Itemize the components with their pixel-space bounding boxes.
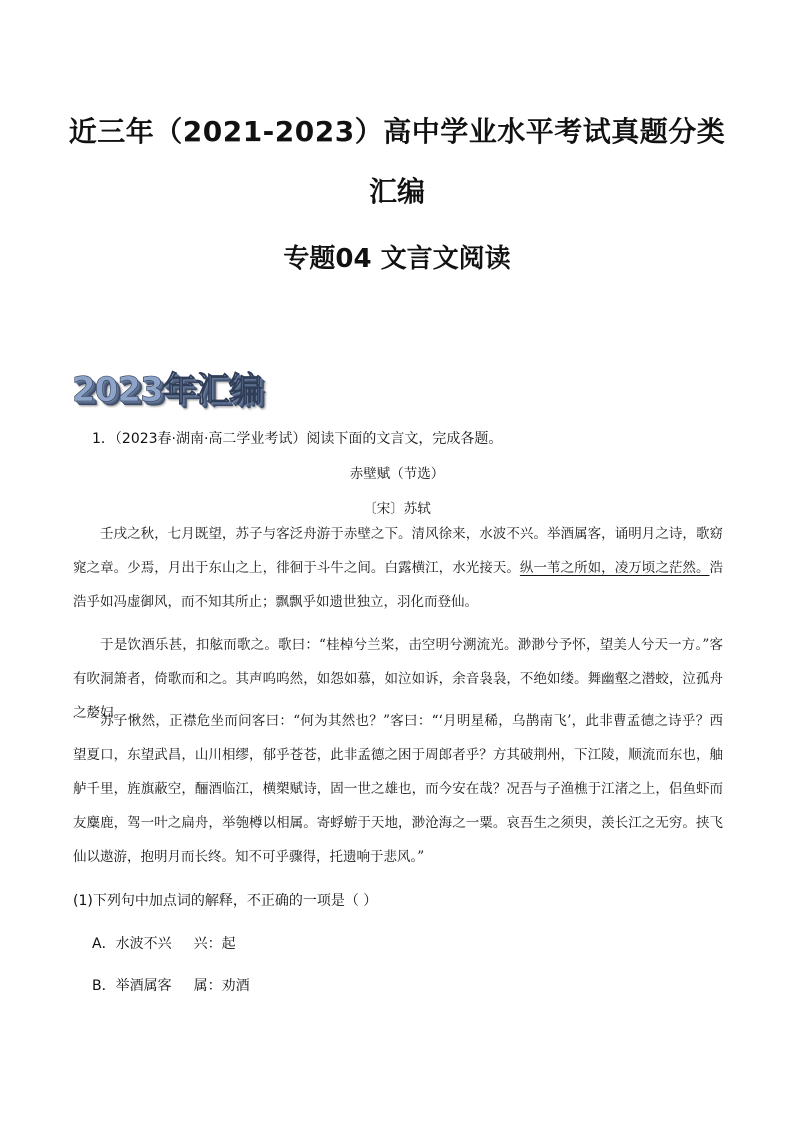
passage-paragraph-3 [73,704,723,874]
paragraph-text: 壬戌之秋，七月既望，苏子与客泛舟游于赤壁之下。清风徐来，水波不兴。举酒属客，诵明月之诗，歌窈窕之章。少焉，月出于东山之上，徘徊于斗牛之间。白露横江，水光接天。 [73,526,723,576]
option-explanation: 兴：起 [193,936,236,952]
answer-option-b[interactable] [92,975,250,995]
passage-paragraph-1 [73,517,723,619]
option-label: B．举酒属客 [92,978,172,994]
paragraph-text: 苏子愀然，正襟危坐而问客曰：“何为其然也？”客曰：“‘月明星稀，乌鹊南飞’，此非曹孟德之诗乎？西望夏口，东望武昌，山川相缪，郁乎苍苍，此非孟德之困于周郎者乎？方其破荆州，下江陵，顺流而东也，舳舻千里，旌旗蔽空，酾酒临江，横槊赋诗，固一世之雄也，而今安在哉？况吾与子渔樵于江渚之上，侣鱼虾而友麋鹿，驾一叶之扁舟，举匏樽以相属。寄蜉蝣于天地，渺沧海之一粟。哀吾生之须臾，羡长江之无穷。挟飞仙以遨游，抱明月而长终。知不可乎骤得，托遗响于悲风。” [73,713,723,865]
paragraph-text: 浩浩乎如冯虚御风，而不知其所止；飘飘乎如遗世独立，羽化而登仙。 [73,560,724,610]
option-label: A．水波不兴 [92,936,172,952]
document-title-line2: 汇编 [368,175,425,208]
passage-author: 〔宋〕苏轼 [363,501,431,517]
year-section-banner: 2023年汇编 [72,370,262,410]
sub-question-1: (1)下列句中加点词的解释，不正确的一项是（ ） [73,893,378,909]
passage-title: 赤壁赋（节选） [349,466,445,482]
answer-option-a[interactable] [92,933,236,953]
document-title-line1: 近三年（2021-2023）高中学业水平考试真题分类 [68,115,726,148]
paragraph-text: 于是饮酒乐甚，扣舷而歌之。歌曰：“桂棹兮兰桨，击空明兮溯流光。渺渺兮予怀，望美人兮天一方。”客有吹洞箫者，倚歌而和之。其声呜呜然，如怨如慕，如泣如诉，余音袅袅，不绝如缕。舞幽壑之潜蛟，泣孤舟之嫠妇。 [73,637,723,721]
underlined-sentence: 纵一苇之所如，凌万顷之茫然。 [519,560,710,576]
option-explanation: 属：劝酒 [193,978,250,994]
question-heading: 1．（2023春·湖南·高二学业考试）阅读下面的文言文，完成各题。 [92,431,503,447]
document-subtitle: 专题04 文言文阅读 [283,244,511,274]
